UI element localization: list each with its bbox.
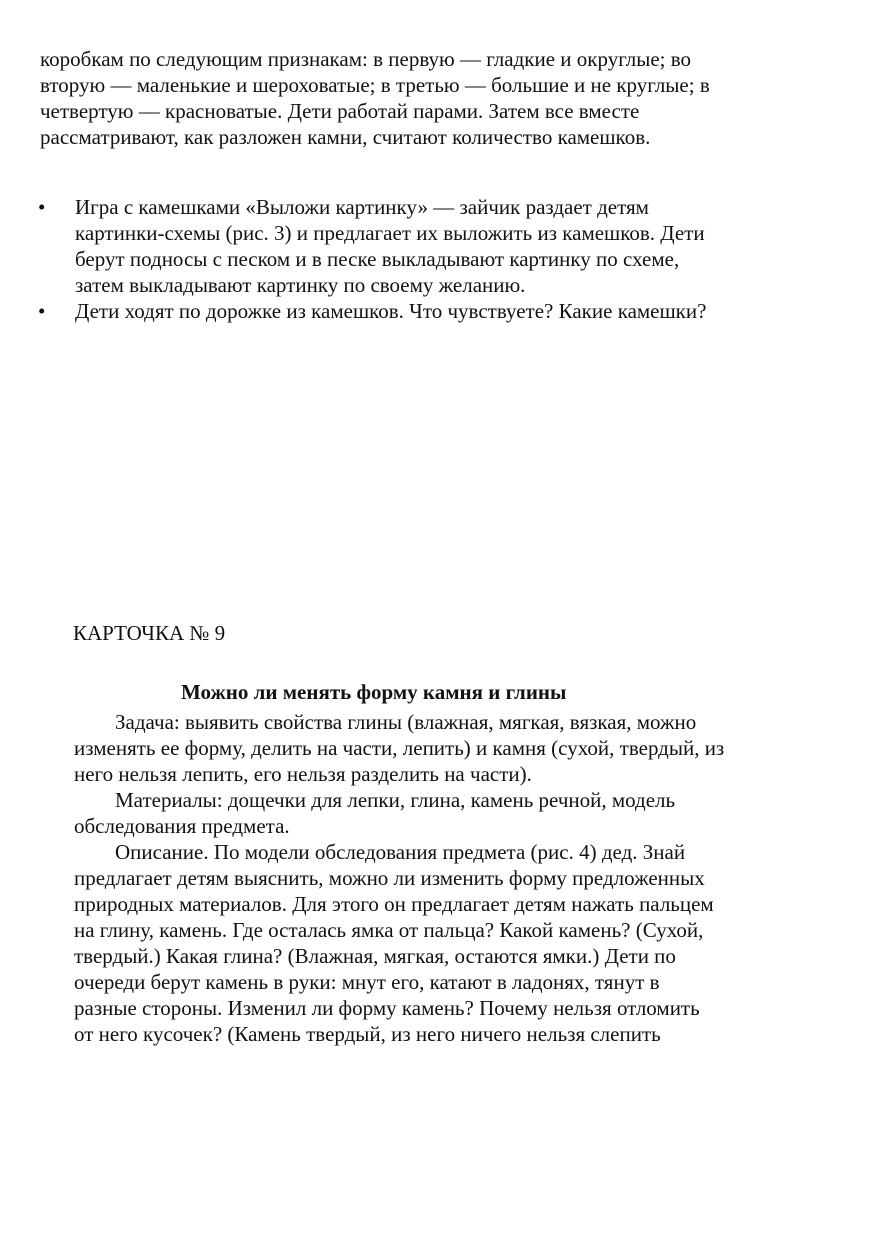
intro-line: вторую — маленькие и шероховатые; в третью — большие и не круглые; в xyxy=(40,73,710,97)
description-line: очереди берут камень в руки: мнут его, катают в ладонях, тянут в xyxy=(74,970,660,994)
bullet-marker: • xyxy=(38,299,46,323)
intro-line: рассматривают, как разложен камни, считают количество камешков. xyxy=(40,125,651,149)
card-title: Можно ли менять форму камня и глины xyxy=(181,680,567,704)
description-line: разные стороны. Изменил ли форму камень? Почему нельзя отломить xyxy=(74,996,700,1020)
materials-line: Материалы: дощечки для лепки, глина, камень речной, модель xyxy=(115,788,676,812)
bullet-line: картинки-схемы (рис. 3) и предлагает их выложить из камешков. Дети xyxy=(75,221,705,245)
task-line: Задача: выявить свойства глины (влажная, мягкая, вязкая, можно xyxy=(115,710,697,734)
description-line: от него кусочек? (Камень твердый, из него ничего нельзя слепить xyxy=(74,1022,661,1046)
bullet-line: Дети ходят по дорожке из камешков. Что чувствуете? Какие камешки? xyxy=(75,299,707,323)
bullet-line: затем выкладывают картинку по своему желанию. xyxy=(75,273,526,297)
bullet-line: Игра с камешками «Выложи картинку» — зайчик раздает детям xyxy=(75,195,649,219)
task-line: него нельзя лепить, его нельзя разделить на части). xyxy=(74,762,532,786)
bullet-marker: • xyxy=(38,195,46,219)
intro-line: четвертую — красноватые. Дети работай парами. Затем все вместе xyxy=(40,99,640,123)
materials-line: обследования предмета. xyxy=(74,814,290,838)
description-line: природных материалов. Для этого он предлагает детям нажать пальцем xyxy=(74,892,714,916)
intro-line: коробкам по следующим признакам: в первую — гладкие и округлые; во xyxy=(40,47,692,71)
bullet-line: берут подносы с песком и в песке выкладывают картинку по схеме, xyxy=(75,247,680,271)
description-line: Описание. По модели обследования предмета (рис. 4) дед. Знай xyxy=(115,840,686,864)
description-line: твердый.) Какая глина? (Влажная, мягкая, остаются ямки.) Дети по xyxy=(74,944,676,968)
description-line: на глину, камень. Где осталась ямка от пальца? Какой камень? (Сухой, xyxy=(74,918,704,942)
task-line: изменять ее форму, делить на части, лепить) и камня (сухой, твердый, из xyxy=(74,736,725,760)
description-line: предлагает детям выяснить, можно ли изменить форму предложенных xyxy=(74,866,705,890)
card-heading: КАРТОЧКА № 9 xyxy=(73,621,226,645)
